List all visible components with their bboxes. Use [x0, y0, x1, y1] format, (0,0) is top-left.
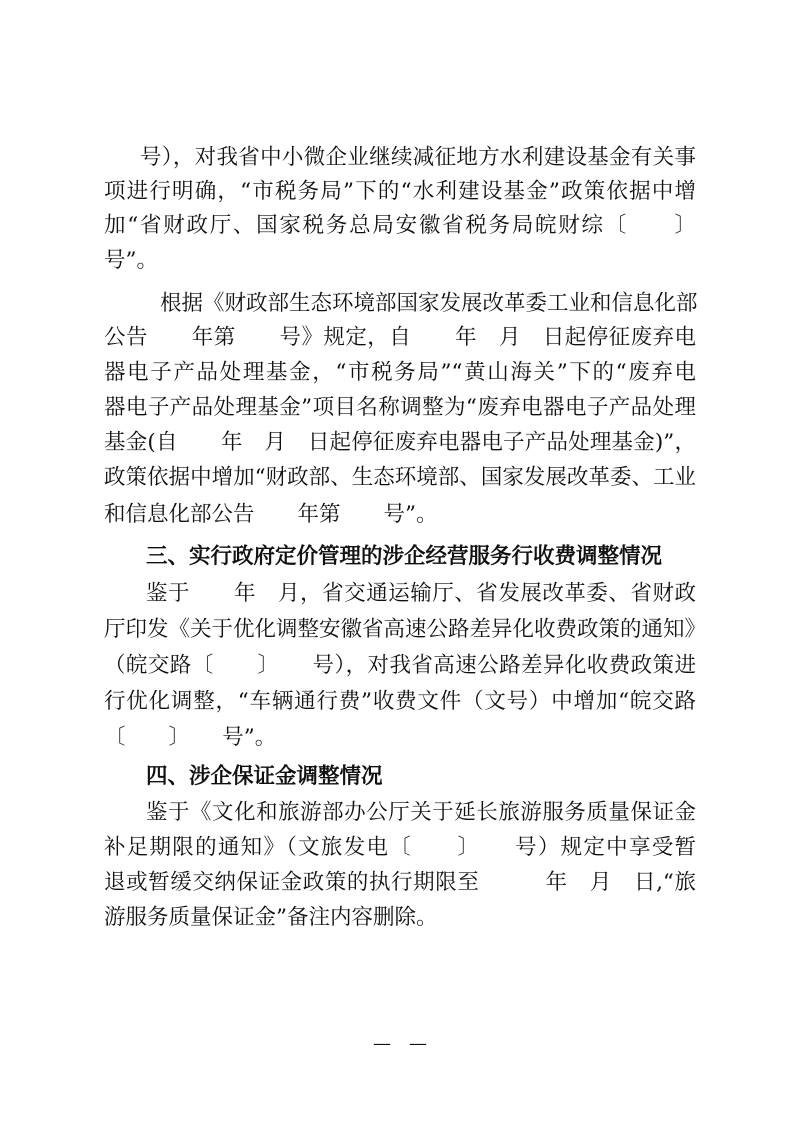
- paragraph-line: 鉴于《文化和旅游部办公厅关于延长旅游服务质量保证金: [146, 800, 696, 825]
- paragraph-line: 基金(自 年 月 日起停征废弃电器电子产品处理基金)”，: [104, 430, 696, 455]
- paragraph-line: 补足期限的通知》（文旅发电〔 〕 号）规定中享受暂: [104, 835, 696, 860]
- paragraph-line: 和信息化部公告 年第 号”。: [104, 502, 438, 527]
- paragraph-line: 厅印发《关于优化调整安徽省高速公路差异化收费政策的通知》: [104, 617, 707, 642]
- paragraph-line: 鉴于 年 月，省交通运输厅、省发展改革委、省财政: [146, 581, 696, 606]
- paragraph-line: 加“省财政厅、国家税务总局安徽省税务局皖财综〔 〕: [104, 213, 696, 238]
- paragraph-line: 行优化调整，“车辆通行费”收费文件（文号）中增加“皖交路: [104, 689, 696, 714]
- paragraph-line: 政策依据中增加“财政部、生态环境部、国家发展改革委、工业: [104, 465, 696, 490]
- paragraph-line: 根据《财政部生态环境部国家发展改革委工业和信息化部: [160, 291, 698, 316]
- paragraph-line: 退或暂缓交纳保证金政策的执行期限至 年 月 日,“旅: [104, 870, 696, 895]
- paragraph-line: 公告 年第 号》规定，自 年 月 日起停征废弃电: [104, 325, 696, 350]
- section-heading: 三、实行政府定价管理的涉企经营服务行收费调整情况: [146, 544, 663, 569]
- page-number-footer: — —: [373, 1033, 427, 1054]
- paragraph-line: 号”。: [104, 248, 158, 273]
- paragraph-line: 游服务质量保证金”备注内容删除。: [104, 905, 438, 930]
- paragraph-line: 号），对我省中小微企业继续减征地方水利建设基金有关事: [140, 145, 696, 170]
- section-heading: 四、涉企保证金调整情况: [146, 764, 383, 789]
- paragraph-line: 器电子产品处理基金，“市税务局”“黄山海关”下的“废弃电: [104, 360, 696, 385]
- paragraph-line: 项进行明确，“市税务局”下的“水利建设基金”政策依据中增: [104, 179, 696, 204]
- paragraph-line: 器电子产品处理基金”项目名称调整为“废弃电器电子产品处理: [104, 395, 696, 420]
- paragraph-line: （皖交路〔 〕 号），对我省高速公路差异化收费政策进: [104, 653, 696, 678]
- paragraph-line: 〔 〕 号”。: [104, 725, 277, 750]
